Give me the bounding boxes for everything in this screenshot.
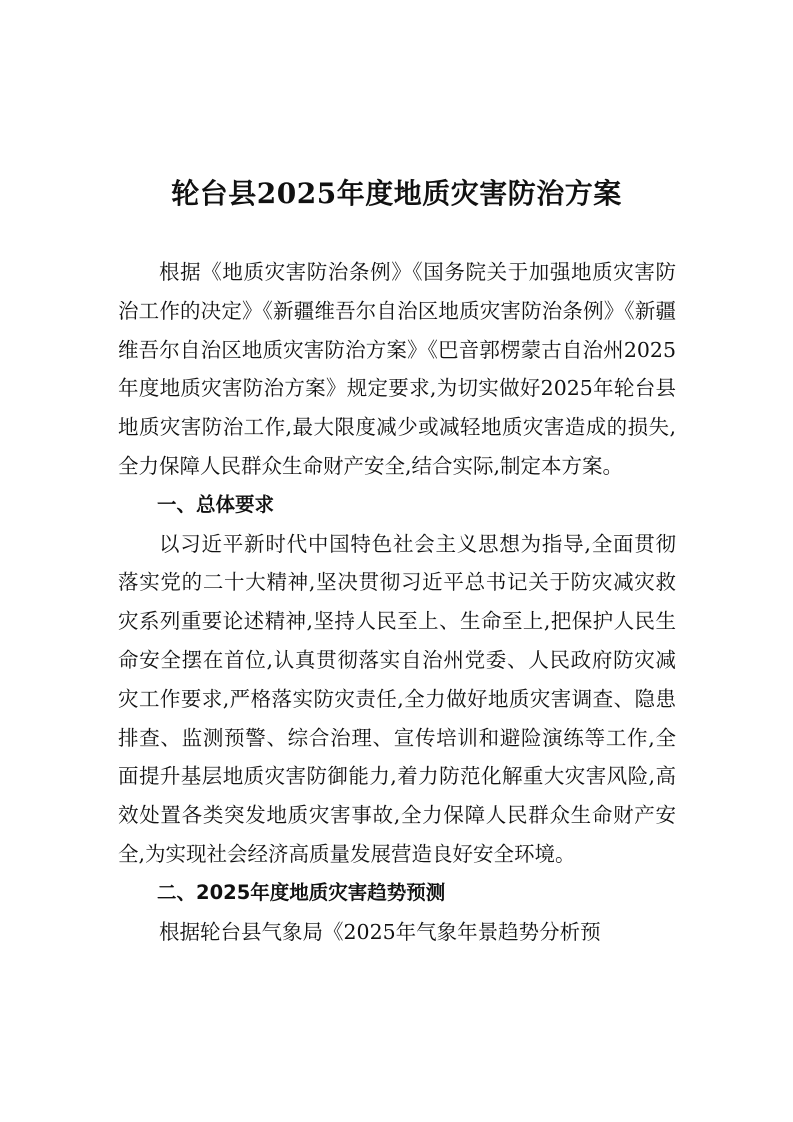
section-heading-general-requirements: 一、总体要求 [157,492,275,516]
trend-forecast-paragraph: 根据轮台县气象局《2025年气象年景趋势分析预 [159,919,601,944]
section-heading-trend-forecast: 二、2025年度地质灾害趋势预测 [157,880,446,904]
general-requirements-paragraph: 以习近平新时代中国特色社会主义思想为指导,全面贯彻落实党的二十大精神,坚决贯彻习近平总书记关于防灾减灾救灾系列重要论述精神,坚持人民至上、生命至上,把保护人民生命安全摆在首位,认真贯彻落实自治州党委、人民政府防灾减灾工作要求,严格落实防灾责任,全力做好地质灾害调查、隐患排查、监测预警、综合治理、宣传培训和避险演练等工作,全面提升基层地质灾害防御能力,着力防范化解重大灾害风险,高效处置各类突发地质灾害事故,全力保障人民群众生命财产安全,为实现社会经济高质量发展营造良好安全环境。 [118,531,676,866]
intro-paragraph: 根据《地质灾害防治条例》《国务院关于加强地质灾害防治工作的决定》《新疆维吾尔自治区地质灾害防治条例》《新疆维吾尔自治区地质灾害防治方案》《巴音郭楞蒙古自治州2025年度地质灾害防治方案》规定要求,为切实做好2025年轮台县地质灾害防治工作,最大限度减少或减轻地质灾害造成的损失,全力保障人民群众生命财产安全,结合实际,制定本方案。 [118,260,676,478]
document-body [118,253,676,951]
document-title: 轮台县2025年度地质灾害防治方案 [171,177,622,210]
